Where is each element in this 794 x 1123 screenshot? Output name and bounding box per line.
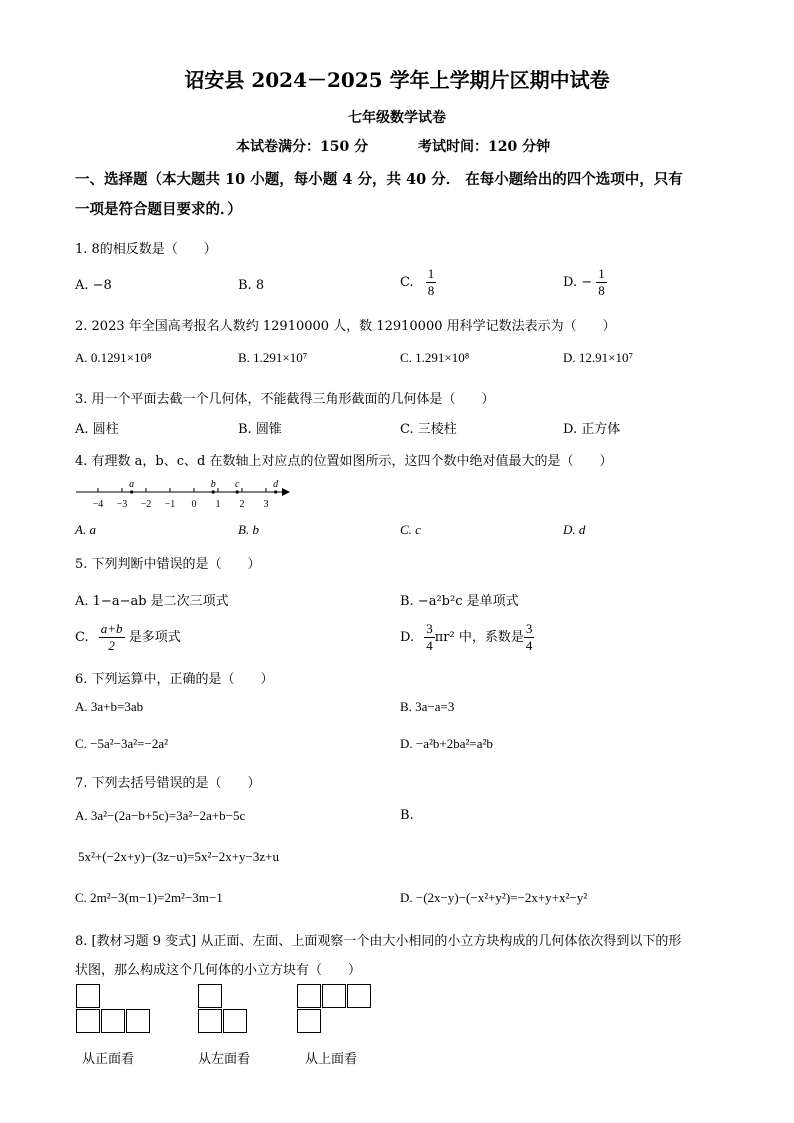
front-cell — [101, 1009, 125, 1033]
q1-option-a: A. −8 — [75, 278, 112, 293]
q4-stem: 4. 有理数 a，b、c、d 在数轴上对应点的位置如图所示，这四个数中绝对值最大的是（ ） — [75, 454, 613, 469]
number-line-tick-label: 3 — [263, 499, 269, 510]
q5-option-c — [75, 621, 181, 654]
q2-option-b: B. 1.291×10⁷ — [238, 350, 308, 365]
q5-c-text: 是多项式 — [128, 630, 181, 645]
q4-option-d: D. d — [563, 522, 586, 537]
q5-d-fraction-2 — [524, 621, 535, 654]
q7-option-c: C. 2m²−3(m−1)=2m²−3m−1 — [75, 890, 223, 905]
q3-stem: 3. 用一个平面去截一个几何体，不能截得三角形截面的几何体是（ ） — [75, 392, 495, 407]
left-cell — [223, 1009, 247, 1033]
q2-option-d: D. 12.91×10⁷ — [563, 350, 634, 365]
q5-option-d-label: D. — [400, 630, 415, 645]
left-cell — [198, 984, 222, 1008]
q5-option-b: B. −a²b²c 是单项式 — [400, 594, 519, 609]
q5-d-num2: 3 — [525, 621, 533, 636]
number-line-tick-label: −3 — [116, 499, 128, 510]
q5-d-den: 4 — [426, 638, 433, 653]
number-line-point — [212, 490, 215, 493]
exam-title: 诏安县 2024－2025 学年上学期片区期中试卷 — [184, 68, 610, 92]
number-line-tick-label: −2 — [140, 499, 152, 510]
number-line-point-label: d — [273, 479, 279, 490]
q5-c-den: 2 — [108, 638, 115, 653]
exam-subtitle: 七年级数学试卷 — [348, 110, 446, 126]
q5-d-fraction-1 — [424, 621, 435, 654]
number-line-point-label: a — [129, 479, 135, 490]
number-line-tick-label: 1 — [215, 499, 221, 510]
q5-option-c-label: C. — [75, 630, 89, 645]
section-heading-line2: 一项是符合题目要求的．） — [75, 201, 242, 218]
number-line — [72, 476, 296, 512]
q7-option-b-expression: 5x²+(−2x+y)−(3z−u)=5x²−2x+y−3z+u — [78, 849, 279, 864]
q1-option-c-label: C. — [400, 275, 414, 290]
number-line-tick-label: 2 — [239, 499, 245, 510]
q2-option-a: A. 0.1291×10⁸ — [75, 350, 152, 365]
q1-d-den: 8 — [598, 283, 605, 298]
top-view-caption: 从上面看 — [305, 1052, 358, 1067]
q1-c-den: 8 — [427, 283, 435, 298]
q5-stem: 5. 下列判断中错误的是（ ） — [75, 557, 261, 572]
number-line-point — [130, 490, 133, 493]
front-view-caption: 从正面看 — [82, 1052, 135, 1067]
q1-option-c-fraction — [426, 266, 437, 299]
q6-option-a: A. 3a+b=3ab — [75, 699, 144, 714]
q5-option-c-fraction — [99, 621, 125, 654]
top-cell — [347, 984, 371, 1008]
q1-option-b: B. 8 — [238, 278, 265, 293]
q3-option-d: D. 正方体 — [563, 422, 621, 437]
q5-d-mid: πr² 中，系数是 — [434, 630, 524, 645]
q6-stem: 6. 下列运算中，正确的是（ ） — [75, 672, 274, 687]
q7-option-d: D. −(2x−y)−(−x²+y²)=−2x+y+x²−y² — [400, 890, 588, 905]
front-cell — [76, 984, 100, 1008]
q1-option-d — [563, 266, 607, 299]
q1-stem: 1. 8的相反数是（ ） — [75, 242, 217, 257]
top-cell — [297, 984, 321, 1008]
number-line-point-label: b — [210, 479, 216, 490]
left-view-figure — [198, 984, 250, 1034]
q7-stem: 7. 下列去括号错误的是（ ） — [75, 776, 261, 791]
number-line-arrow — [282, 488, 290, 496]
front-view-figure — [76, 984, 154, 1034]
q4-option-c: C. c — [400, 522, 421, 537]
q5-c-num: a+b — [100, 621, 123, 636]
q5-d-den2: 4 — [525, 638, 533, 653]
section-heading-line1: 一、选择题（本大题共 10 小题，每小题 4 分，共 40 分． 在每小题给出的四个选项中，只有 — [75, 171, 683, 188]
q2-stem: 2. 2023 年全国高考报名人数约 12910000 人，数 12910000 用科学记数法表示为（ ） — [75, 319, 616, 334]
q4-option-b: B. b — [238, 522, 259, 537]
number-line-point-label: c — [234, 479, 240, 490]
number-line-tick-label: 0 — [191, 499, 197, 510]
front-cell — [126, 1009, 150, 1033]
number-line-point — [274, 490, 277, 493]
q8-stem-line1: 8. [教材习题 9 变式] 从正面、左面、上面观察一个由大小相同的小立方块构成的几何体依次得到以下的形 — [75, 934, 682, 949]
q3-option-b: B. 圆锥 — [238, 422, 282, 437]
q7-option-a: A. 3a²−(2a−b+5c)=3a²−2a+b−5c — [75, 808, 246, 823]
top-cell — [297, 1009, 321, 1033]
top-view-figure — [297, 984, 375, 1034]
q2-option-c: C. 1.291×10⁸ — [400, 350, 470, 365]
number-line-point — [236, 490, 239, 493]
q1-option-c — [400, 266, 436, 299]
front-cell — [76, 1009, 100, 1033]
q3-option-a: A. 圆柱 — [75, 422, 119, 437]
left-view-caption: 从左面看 — [198, 1052, 251, 1067]
q1-option-d-label: D. − — [563, 275, 593, 290]
q6-option-d: D. −a²b+2ba²=a²b — [400, 736, 493, 751]
left-cell — [198, 1009, 222, 1033]
q6-option-b: B. 3a−a=3 — [400, 699, 455, 714]
q8-stem-line2: 状图，那么构成这个几何体的小立方块有（ ） — [75, 963, 362, 978]
number-line-tick-label: −4 — [92, 499, 104, 510]
q1-option-d-fraction — [596, 266, 607, 299]
time-line: 考试时间：120 分钟 — [418, 139, 551, 155]
q3-option-c: C. 三棱柱 — [400, 422, 457, 437]
top-cell — [322, 984, 346, 1008]
q7-option-b-label: B. — [400, 808, 414, 823]
q4-option-a: A. a — [75, 522, 96, 537]
q5-option-d — [400, 621, 534, 654]
score-line: 本试卷满分：150 分 — [236, 139, 369, 155]
q5-option-a: A. 1−a−ab 是二次三项式 — [75, 594, 229, 609]
number-line-tick-label: −1 — [164, 499, 176, 510]
q1-c-num: 1 — [427, 266, 435, 281]
q1-d-num: 1 — [598, 266, 605, 281]
q5-d-num: 3 — [426, 621, 433, 636]
q6-option-c: C. −5a²−3a²=−2a² — [75, 736, 168, 751]
